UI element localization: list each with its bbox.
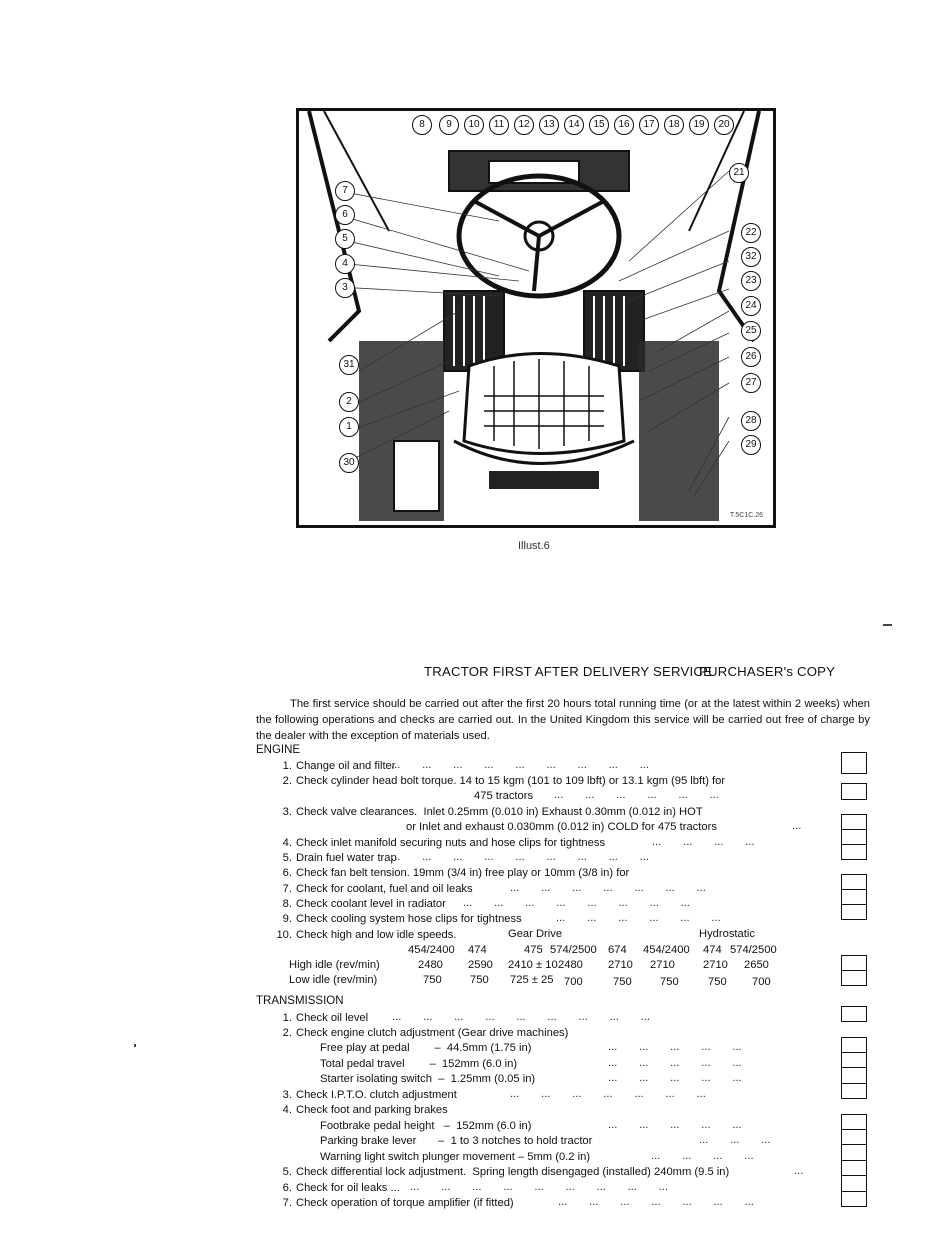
checkbox-engine-8[interactable] [842, 890, 866, 905]
checkbox-transmission-footbrake[interactable] [842, 1115, 866, 1130]
intro-text: The first service should be carried out after the first 20 hours total running time (or at the latest within 2 weeks) when the following operations and checks are carried out. In the United Kingdom this service will be carried out free of charge by the dealer with the exception of materials used. [256, 698, 870, 742]
table-cell: 2410 ± 10 [508, 959, 558, 971]
col-header: 574/2500 [730, 944, 777, 956]
tractor-cab-illustration [296, 108, 776, 528]
scan-mark [134, 1044, 136, 1047]
col-header: 474 [703, 944, 722, 956]
engine-item-7: 7. Check for coolant, fuel and oil leaks [282, 883, 473, 895]
checkbox-group-transmission-2-3 [841, 1037, 867, 1099]
transmission-item-4-footbrake: Footbrake pedal height – 152mm (6.0 in) [320, 1120, 532, 1132]
callout-4: 4 [335, 254, 355, 274]
checkbox-transmission-warning-light[interactable] [842, 1145, 866, 1161]
checkbox-engine-10-low-idle[interactable] [842, 971, 866, 984]
callout-8: 8 [412, 115, 432, 135]
checkbox-group-engine-10 [841, 955, 867, 986]
leader-dots: ... ... ... ... ... [608, 1072, 742, 1084]
engine-item-8: 8. Check coolant level in radiator [282, 898, 446, 910]
transmission-heading: TRANSMISSION [256, 995, 344, 1007]
transmission-item-5: 5. Check differential lock adjustment. Spring length disengaged (installed) 240mm (9.5 in) [282, 1166, 730, 1178]
row-label: Low idle (rev/min) [289, 974, 378, 986]
transmission-item-2-starter-switch: Starter isolating switch – 1.25mm (0.05 in) [320, 1073, 536, 1085]
leader-dots: ... ... ... ... ... ... ... ... ... [410, 1181, 668, 1193]
leader-dots: ... [792, 820, 802, 832]
transmission-item-2-total-travel: Total pedal travel – 152mm (6.0 in) [320, 1058, 518, 1070]
leader-dots: ... ... ... ... ... ... ... ... ... [391, 851, 649, 863]
leader-dots: ... ... ... ... ... ... ... ... ... [391, 759, 649, 771]
transmission-item-2: 2. Check engine clutch adjustment (Gear drive machines) [282, 1027, 569, 1039]
table-cell: 2650 [744, 959, 769, 971]
callout-14: 14 [564, 115, 584, 135]
leader-dots: ... ... ... ... ... ... ... ... [463, 897, 690, 909]
illustration-code: T.5C1C.26 [729, 512, 763, 519]
engine-heading: ENGINE [256, 744, 301, 756]
col-header: 454/2400 [408, 944, 455, 956]
engine-item-2: 2. Check cylinder head bolt torque. 14 to 15 kgm (101 to 109 lbft) or 13.1 kgm (95 lbft) for [282, 775, 726, 787]
intro-paragraph [256, 696, 870, 744]
scan-mark [883, 624, 892, 626]
callout-27: 27 [741, 373, 761, 393]
engine-item-2-cont: 475 tractors [474, 790, 534, 802]
leader-dots: ... ... ... ... ... [608, 1041, 742, 1053]
callout-31: 31 [339, 355, 359, 375]
leader-dots: ... ... ... [699, 1134, 771, 1146]
leader-dots: ... ... ... ... ... ... ... [510, 1088, 706, 1100]
leader-dots: ... ... ... ... ... ... ... [558, 1196, 754, 1208]
callout-9: 9 [439, 115, 459, 135]
callout-20: 20 [714, 115, 734, 135]
leader-dots: ... ... ... ... ... ... ... [510, 882, 706, 894]
checkbox-transmission-ipto[interactable] [842, 1084, 866, 1097]
checkbox-engine-3[interactable] [842, 815, 866, 830]
leader-dots: ... ... ... ... ... [608, 1057, 742, 1069]
checkbox-engine-4[interactable] [842, 830, 866, 845]
checkbox-transmission-diff-lock[interactable] [842, 1161, 866, 1176]
transmission-item-1: 1. Check oil level [282, 1012, 369, 1024]
engine-item-1: 1. Change oil and filter [282, 760, 396, 772]
callout-26: 26 [741, 347, 761, 367]
checkbox-group-engine-3-5 [841, 814, 867, 860]
checkbox-engine-10-high-idle[interactable] [842, 956, 866, 971]
callout-6: 6 [335, 205, 355, 225]
callout-18: 18 [664, 115, 684, 135]
leader-dots: ... [794, 1165, 804, 1177]
col-header: 674 [608, 944, 627, 956]
checkbox-transmission-free-play[interactable] [842, 1038, 866, 1053]
engine-item-3: 3. Check valve clearances. Inlet 0.25mm (0.010 in) Exhaust 0.30mm (0.012 in) HOT [282, 806, 703, 818]
leader-dots: ... ... ... ... ... ... [556, 912, 721, 924]
table-cell: 700 [752, 976, 771, 988]
transmission-item-3: 3. Check I.P.T.O. clutch adjustment [282, 1089, 457, 1101]
callout-7: 7 [335, 181, 355, 201]
transmission-item-7: 7. Check operation of torque amplifier (if fitted) [282, 1197, 514, 1209]
checkbox-engine-7[interactable] [842, 875, 866, 890]
table-cell: 2480 [558, 959, 583, 971]
transmission-item-4-parking-brake: Parking brake lever – 1 to 3 notches to hold tractor [320, 1135, 593, 1147]
callout-29: 29 [741, 435, 761, 455]
engine-item-5: 5. Drain fuel water trap [282, 852, 397, 864]
callout-13: 13 [539, 115, 559, 135]
checkbox-transmission-starter-switch[interactable] [842, 1068, 866, 1084]
col-header: 474 [468, 944, 487, 956]
leader-dots: ... ... ... ... ... ... ... ... ... [392, 1011, 650, 1023]
callout-12: 12 [514, 115, 534, 135]
col-header: 475 [524, 944, 543, 956]
callout-3: 3 [335, 278, 355, 298]
callout-23: 23 [741, 271, 761, 291]
checkbox-transmission-parking-brake[interactable] [842, 1130, 866, 1145]
transmission-item-4: 4. Check foot and parking brakes [282, 1104, 448, 1116]
table-cell: 750 [613, 976, 632, 988]
callout-1: 1 [339, 417, 359, 437]
transmission-item-2-free-play: Free play at pedal – 44.5mm (1.75 in) [320, 1042, 532, 1054]
table-cell: 750 [708, 976, 727, 988]
table-cell: 750 [423, 974, 442, 986]
table-cell: 725 ± 25 [510, 974, 554, 986]
table-cell: 750 [470, 974, 489, 986]
page-title: TRACTOR FIRST AFTER DELIVERY SERVICE [424, 664, 713, 679]
col-header: 574/2500 [550, 944, 597, 956]
col-header: 454/2400 [643, 944, 690, 956]
table-cell: 2710 [650, 959, 675, 971]
engine-item-4: 4. Check inlet manifold securing nuts and hose clips for tightness [282, 837, 606, 849]
callout-2: 2 [339, 392, 359, 412]
callout-24: 24 [741, 296, 761, 316]
callout-30: 30 [339, 453, 359, 473]
illustration-caption: Illust.6 [518, 540, 550, 552]
callout-15: 15 [589, 115, 609, 135]
checkbox-engine-9[interactable] [842, 905, 866, 918]
checkbox-engine-1[interactable] [841, 752, 867, 774]
table-cell: 2710 [703, 959, 728, 971]
callout-17: 17 [639, 115, 659, 135]
callout-16: 16 [614, 115, 634, 135]
engine-item-9: 9. Check cooling system hose clips for tightness [282, 913, 522, 925]
callout-32: 32 [741, 247, 761, 267]
idle-speed-table [256, 928, 876, 988]
checkbox-transmission-oil-leaks[interactable] [842, 1176, 866, 1192]
row-label: High idle (rev/min) [289, 959, 380, 971]
callout-11: 11 [489, 115, 509, 135]
checkbox-transmission-torque-amplifier[interactable] [842, 1192, 866, 1205]
callout-5: 5 [335, 229, 355, 249]
callout-25: 25 [741, 321, 761, 341]
callout-21: 21 [729, 163, 749, 183]
table-cell: 2710 [608, 959, 633, 971]
group-label-gear-drive: Gear Drive [508, 928, 563, 940]
checkbox-group-transmission-4-7 [841, 1114, 867, 1207]
leader-dots: ... ... ... ... [652, 836, 755, 848]
checkbox-transmission-1[interactable] [841, 1006, 867, 1022]
transmission-item-6: 6. Check for oil leaks ... [282, 1182, 400, 1194]
callout-28: 28 [741, 411, 761, 431]
engine-item-3-cont: or Inlet and exhaust 0.030mm (0.012 in) COLD for 475 tractors [406, 821, 717, 833]
transmission-item-4-warning-light: Warning light switch plunger movement – 5mm (0.2 in) [320, 1151, 591, 1163]
callout-19: 19 [689, 115, 709, 135]
table-cell: 750 [660, 976, 679, 988]
checkbox-engine-5[interactable] [842, 845, 866, 858]
leader-dots: ... ... ... ... ... [608, 1119, 742, 1131]
callout-22: 22 [741, 223, 761, 243]
copy-label: PURCHASER's COPY [699, 664, 836, 679]
callout-10: 10 [464, 115, 484, 135]
checkbox-transmission-total-travel[interactable] [842, 1053, 866, 1068]
leader-dots: ... ... ... ... [651, 1150, 754, 1162]
group-label-hydrostatic: Hydrostatic [699, 928, 755, 940]
table-cell: 700 [564, 976, 583, 988]
leader-dots: ... ... ... ... ... ... [554, 789, 719, 801]
table-cell: 2590 [468, 959, 493, 971]
checkbox-engine-2[interactable] [841, 783, 867, 800]
table-cell: 2480 [418, 959, 443, 971]
engine-item-6: 6. Check fan belt tension. 19mm (3/4 in) free play or 10mm (3/8 in) for [282, 867, 630, 879]
checkbox-group-engine-7-9 [841, 874, 867, 920]
engine-item-10: 10. Check high and low idle speeds. [276, 929, 457, 941]
tractor-cab-drawing [299, 111, 773, 525]
